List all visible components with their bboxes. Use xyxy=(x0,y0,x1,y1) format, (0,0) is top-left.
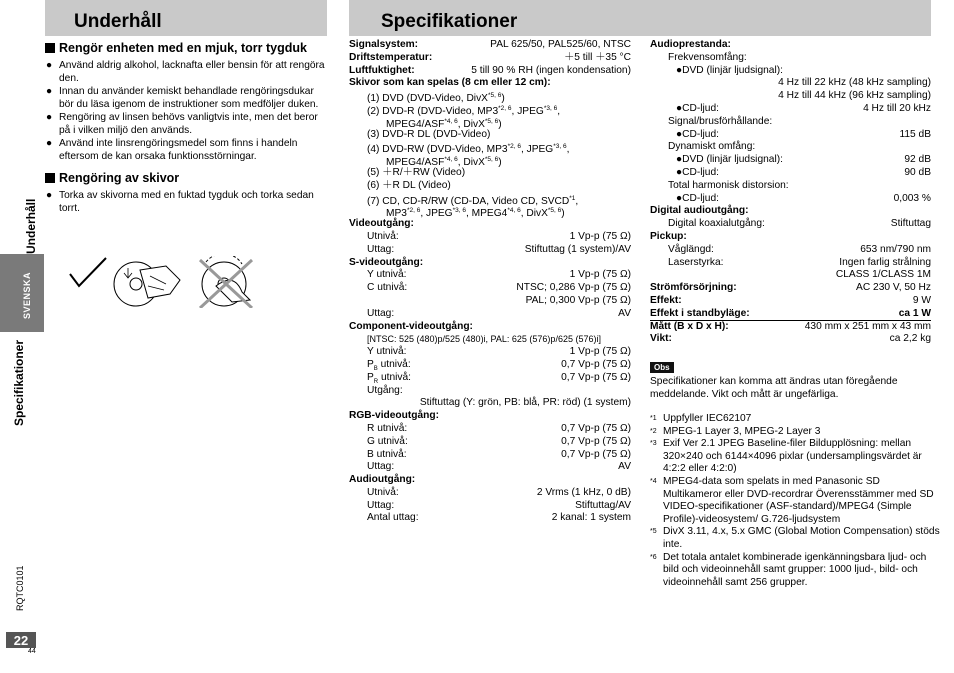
spec-label: C utnivå: xyxy=(367,282,408,294)
spec-label: $P_R$ utnivå: xyxy=(367,371,411,385)
spec-value: Stiftuttag (1 system)/AV xyxy=(524,243,631,255)
spec-value: Ingen farlig strålning xyxy=(839,256,931,268)
list-item: ● Använd inte linsrengöringsmedel som finns i handeln eftersom de kan orsaka funktionsstörningar. xyxy=(46,138,298,162)
side-tab xyxy=(0,0,45,673)
page-title-maintenance: Underhåll xyxy=(45,0,327,36)
list-item: ● Rengöring av linsen behövs vanligtvis inte, men det beror på i vilken miljö den används. xyxy=(46,112,318,136)
disc-item: (4) DVD-RW (DVD-Video, MP3$^{*2, 6}$, JPEG$^{*3, 6}$, xyxy=(367,143,570,156)
bullet-icon: ● xyxy=(46,86,53,97)
spec-value: 653 nm/790 nm xyxy=(860,243,931,255)
spec-label: Uttag: xyxy=(367,461,395,473)
spec-label: Laserstyrka: xyxy=(668,256,724,268)
spec-label: Total harmonisk distorsion: xyxy=(668,179,789,191)
spec-value: 4 Hz till 20 kHz xyxy=(863,102,931,114)
disc-item: (7) CD, CD-R/RW (CD-DA, Video CD, SVCD$^{*1}$, xyxy=(367,194,579,207)
spec-label: Skivor som kan spelas (8 cm eller 12 cm): xyxy=(349,77,551,89)
document-code: RQTC0101 xyxy=(15,565,25,611)
footnotes xyxy=(650,413,940,589)
spec-column-right xyxy=(650,39,931,346)
spec-label: Mått (B x D x H): xyxy=(650,320,729,332)
spec-label: Digital koaxialutgång: xyxy=(668,218,765,230)
bullet-icon: ● xyxy=(46,60,53,71)
side-label-underhall: Underhåll xyxy=(24,198,38,254)
checkmark-icon xyxy=(70,258,106,286)
spec-label: Pickup: xyxy=(650,230,687,242)
footnote: *4 MPEG4-data som spelats in med Panasonic SD Multikameror eller DVD-recordrar Överensstämmer med SD VIDEO-specifikationer (ASF-standard)/MPEG4 (Simple Profile)-videosystem/ G.726-ljudsystem xyxy=(650,475,934,525)
spec-value: 2 Vrms (1 kHz, 0 dB) xyxy=(536,486,631,498)
spec-value: 0,7 Vp-p (75 Ω) xyxy=(561,435,631,447)
spec-label: Utgång: xyxy=(367,384,403,396)
disc-cleaning-list xyxy=(45,189,327,215)
spec-label: RGB-videoutgång: xyxy=(349,410,439,422)
disc-cleaning-illustration xyxy=(66,256,266,308)
footnote: *5 DivX 3.11, 4.x, 5.x GMC (Global Motion Compensation) stöds inte. xyxy=(650,526,940,550)
spec-value: 4 Hz till 22 kHz (48 kHz sampling) xyxy=(778,77,931,89)
spec-value: ca 1 W xyxy=(898,307,931,319)
spec-value: NTSC; 0,286 Vp-p (75 Ω) xyxy=(516,282,631,294)
spec-value: Stiftuttag (Y: grön, PB: blå, PR: röd) (1 system) xyxy=(419,397,631,409)
side-label-specifications: Specifikationer xyxy=(12,339,26,426)
spec-label: B utnivå: xyxy=(367,448,407,460)
spec-label: Våglängd: xyxy=(668,243,714,255)
cleaning-list xyxy=(45,59,327,163)
spec-label: Frekvensomfång: xyxy=(668,51,747,63)
disc-item: MP3$^{*2, 6}$, JPEG$^{*3, 6}$, MPEG4$^{*4, 6}$, DivX$^{*5, 6}$) xyxy=(386,207,565,220)
footnote: *6 Det totala antalet kombinerade igenkänningsbara ljud- och bild och videoinnehåll samt grupper: 1000 ljud-, bild- och videoinnehåll samt 256 grupper. xyxy=(650,551,927,588)
disc-cleaning-heading: Rengöring av skivor xyxy=(45,170,327,186)
page-title-specifications: Specifikationer xyxy=(349,0,931,36)
spec-value: 115 dB xyxy=(899,128,931,140)
spec-label: Audioprestanda: xyxy=(650,39,731,50)
spec-label: Dynamiskt omfång: xyxy=(668,141,756,153)
spec-label: ●CD-ljud: xyxy=(676,166,719,178)
footnote: *2 MPEG-1 Layer 3, MPEG-2 Layer 3 xyxy=(650,425,821,437)
square-bullet-icon xyxy=(45,173,55,183)
spec-label: Signal/brusförhållande: xyxy=(668,115,773,127)
bullet-icon: ● xyxy=(46,112,53,123)
correct-wipe-figure xyxy=(70,258,180,306)
list-item: ● Använd aldrig alkohol, lacknafta eller bensin för att rengöra den. xyxy=(46,60,325,84)
spec-label: Y utnivå: xyxy=(367,269,407,281)
footnote: *1 Uppfyller IEC62107 xyxy=(650,413,752,424)
spec-label: Antal uttag: xyxy=(367,512,419,524)
spec-label: Y utnivå: xyxy=(367,346,407,358)
side-label-language: SVENSKA xyxy=(22,271,32,319)
disc-item: MPEG4/ASF$^{*4, 6}$, DivX$^{*5, 6}$) xyxy=(386,156,502,169)
spec-value: 2 kanal: 1 system xyxy=(551,512,631,524)
cleaning-heading: Rengör enheten med en mjuk, torr tygduk xyxy=(45,40,327,56)
spec-value: 430 mm x 251 mm x 43 mm xyxy=(804,320,931,332)
spec-label: $P_B$ utnivå: xyxy=(367,358,411,372)
spec-value: CLASS 1/CLASS 1M xyxy=(835,269,931,281)
spec-value: 90 dB xyxy=(904,166,931,178)
spec-label: Vikt: xyxy=(650,333,672,345)
list-item: ● Torka av skivorna med en fuktad tygduk och torka sedan torrt. xyxy=(46,190,314,214)
spec-value: 1 Vp-p (75 Ω) xyxy=(569,230,631,242)
spec-label: Utnivå: xyxy=(367,486,399,498)
spec-label: ●DVD (linjär ljudsignal): xyxy=(676,64,783,76)
spec-value: 0,7 Vp-p (75 Ω) xyxy=(561,448,631,460)
spec-label: Effekt: xyxy=(650,294,682,306)
incorrect-wipe-figure xyxy=(200,256,252,308)
list-item: ● Innan du använder kemiskt behandlade rengöringsdukar bör du läsa igenom de instruktioner som medföljer duken. xyxy=(46,86,319,110)
spec-label: Uttag: xyxy=(367,499,395,511)
maintenance-section xyxy=(45,40,327,215)
disc-item: (3) DVD-R DL (DVD-Video) xyxy=(367,128,491,140)
spec-value: ca 2,2 kg xyxy=(889,333,931,345)
spec-label: Luftfuktighet: xyxy=(349,64,415,76)
spec-value: Stiftuttag xyxy=(890,218,931,230)
spec-label: Component-videoutgång: xyxy=(349,320,473,332)
spec-value: AC 230 V, 50 Hz xyxy=(856,282,931,294)
spec-value: Stiftuttag/AV xyxy=(575,499,631,511)
spec-label: R utnivå: xyxy=(367,422,408,434)
spec-value: 9 W xyxy=(912,294,931,306)
spec-label: Uttag: xyxy=(367,307,395,319)
spec-value: 92 dB xyxy=(904,154,931,166)
page-sub-number: 44 xyxy=(28,648,36,655)
spec-label: Strömförsörjning: xyxy=(650,282,737,294)
spec-column-left xyxy=(349,39,631,525)
spec-value: PAL 625/50, PAL525/60, NTSC xyxy=(490,39,631,50)
spec-value: 0,7 Vp-p (75 Ω) xyxy=(561,422,631,434)
spec-value: 5 till 90 % RH (ingen kondensation) xyxy=(471,64,631,76)
spec-label: ●DVD (linjär ljudsignal): xyxy=(676,154,783,166)
disc-item: (1) DVD (DVD-Video, DivX$^{*5, 6}$) xyxy=(367,92,505,105)
note-text: Specifikationer kan komma att ändras utan föregående meddelande. Vikt och mått är ungefärliga. xyxy=(650,376,898,400)
spec-label: ●CD-ljud: xyxy=(676,102,719,114)
spec-label: G utnivå: xyxy=(367,435,408,447)
spec-label: Digital audioutgång: xyxy=(650,205,749,217)
bullet-icon: ● xyxy=(46,138,53,149)
spec-label: Driftstemperatur: xyxy=(349,51,433,63)
spec-label: Audioutgång: xyxy=(349,474,416,486)
spec-value: PAL; 0,300 Vp-p (75 Ω) xyxy=(525,294,631,306)
spec-value: 4 Hz till 44 kHz (96 kHz sampling) xyxy=(778,90,931,102)
spec-value: 1 Vp-p (75 Ω) xyxy=(569,269,631,281)
disc-item: (2) DVD-R (DVD-Video, MP3$^{*2, 6}$, JPEG$^{*3, 6}$, xyxy=(367,104,561,117)
disc-item: MPEG4/ASF$^{*4, 6}$, DivX$^{*5, 6}$) xyxy=(386,117,502,130)
spec-value: 0,003 % xyxy=(893,192,931,204)
spec-value: 0,7 Vp-p (75 Ω) xyxy=(561,371,631,383)
spec-value: AV xyxy=(618,307,631,319)
disc-item: (6) ＋R DL (Video) xyxy=(367,179,451,191)
disc-item: (5) ＋R/＋RW (Video) xyxy=(367,166,466,178)
page-number: 22 xyxy=(6,632,36,648)
spec-label: Signalsystem: xyxy=(349,39,419,50)
spec-label: Utnivå: xyxy=(367,230,399,242)
spec-label: ●CD-ljud: xyxy=(676,128,719,140)
spec-label: S-videoutgång: xyxy=(349,256,424,268)
footnote: *3 Exif Ver 2.1 JPEG Baseline-filer Bildupplösning: mellan 320×240 och 6144×4096 pixlar (undersamplingsvärdet är 4:2:2 eller 4:2:0) xyxy=(650,438,922,475)
spec-label: ●CD-ljud: xyxy=(676,192,719,204)
note-badge: Obs xyxy=(650,362,674,373)
spec-label: Videoutgång: xyxy=(349,218,414,230)
spec-value: ＋5 till ＋35 °C xyxy=(564,51,631,63)
spec-value: 0,7 Vp-p (75 Ω) xyxy=(561,358,631,370)
spec-label: Effekt i standbyläge: xyxy=(650,307,750,319)
square-bullet-icon xyxy=(45,43,55,53)
spec-value: AV xyxy=(618,461,631,473)
bullet-icon: ● xyxy=(46,190,53,201)
spec-value: 1 Vp-p (75 Ω) xyxy=(569,346,631,358)
spec-label: Uttag: xyxy=(367,243,395,255)
spec-note: [NTSC: 525 (480)p/525 (480)i, PAL: 625 (576)p/625 (576)i] xyxy=(367,334,601,345)
